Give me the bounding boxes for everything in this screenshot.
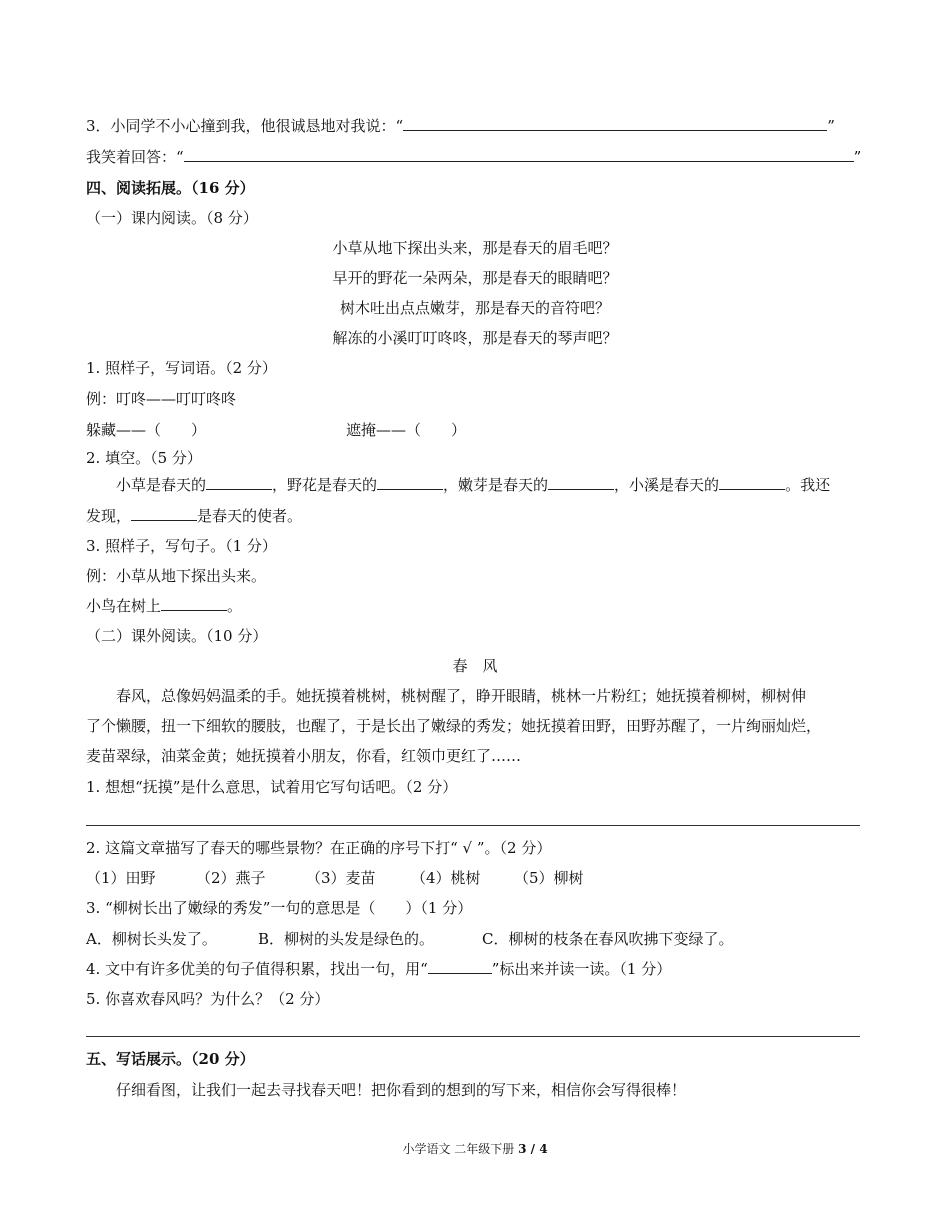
part1-question-3-item: 小鸟在树上 。 bbox=[86, 597, 243, 615]
fill-blank[interactable] bbox=[377, 475, 443, 490]
fill-blank[interactable] bbox=[131, 506, 197, 521]
poem-line: 早开的野花一朵两朵，那是春天的眼睛吧？ bbox=[332, 269, 618, 287]
choice-c[interactable]: C．柳树的枝条在春风吹拂下变绿了。 bbox=[482, 930, 734, 948]
question-3-line1: 3．小同学不小心撞到我，他很诚恳地对我说：“ ” bbox=[86, 117, 835, 135]
poem-line: 解冻的小溪叮叮咚咚，那是春天的琴声吧？ bbox=[332, 329, 618, 347]
fill-blank[interactable] bbox=[548, 475, 614, 490]
part1-question-2: 2. 填空。（5 分） bbox=[86, 449, 202, 467]
fill-blank[interactable] bbox=[161, 596, 227, 611]
part2-heading: （二）课外阅读。（10 分） bbox=[86, 627, 268, 645]
section5-prompt: 仔细看图，让我们一起去寻找春天吧！把你看到的想到的写下来，相信你会写得很棒！ bbox=[116, 1081, 687, 1099]
passage-title: 春 风 bbox=[452, 657, 498, 675]
choice-a[interactable]: A．柳树长头发了。 bbox=[86, 930, 217, 948]
option-item[interactable]: （2）燕子 bbox=[196, 869, 266, 887]
poem-line: 树木吐出点点嫩芽，那是春天的音符吧？ bbox=[339, 299, 610, 317]
part1-question-1-item-a[interactable]: 躲藏——（ ） bbox=[86, 421, 207, 439]
option-item[interactable]: （4）桃树 bbox=[411, 869, 481, 887]
part1-question-1-example: 例：叮咚——叮叮咚咚 bbox=[86, 390, 237, 408]
page-number: 3 / 4 bbox=[518, 1142, 548, 1156]
poem-line: 小草从地下探出头来，那是春天的眉毛吧？ bbox=[332, 239, 618, 257]
section4-heading: 四、阅读拓展。（16 分） bbox=[86, 179, 255, 197]
passage-line: 麦苗翠绿，油菜金黄；她抚摸着小朋友，你看，红领巾更红了…… bbox=[86, 747, 522, 765]
part2-question-2: 2. 这篇文章描写了春天的哪些景物？在正确的序号下打“ √ ”。（2 分） bbox=[86, 839, 552, 857]
option-item[interactable]: （3）麦苗 bbox=[306, 869, 376, 887]
part2-question-4: 4. 文中有许多优美的句子值得积累，找出一句，用“ ”标出来并读一读。（1 分） bbox=[86, 960, 672, 978]
part1-question-3: 3. 照样子，写句子。（1 分） bbox=[86, 537, 277, 555]
section5-heading: 五、写话展示。（20 分） bbox=[86, 1050, 255, 1068]
part2-question-3: 3. “柳树长出了嫩绿的秀发”一句的意思是（ ）（1 分） bbox=[86, 899, 473, 917]
part1-question-2-line1: 小草是春天的 ，野花是春天的 ，嫩芽是春天的 ，小溪是春天的 。我还 bbox=[116, 476, 831, 494]
answer-line[interactable] bbox=[86, 825, 860, 826]
part1-question-2-line2: 发现， 是春天的使者。 bbox=[86, 507, 303, 525]
answer-blank[interactable] bbox=[403, 116, 827, 131]
passage-line: 了个懒腰，扭一下细软的腰肢，也醒了，于是长出了嫩绿的秀发；她抚摸着田野，田野苏醒了，一片绚丽灿烂， bbox=[86, 717, 822, 735]
part2-question-1: 1. 想想“抚摸”是什么意思，试着用它写句话吧。（2 分） bbox=[86, 778, 458, 796]
question-3-line2: 我笑着回答：“ ” bbox=[86, 148, 862, 166]
fill-blank[interactable] bbox=[719, 475, 785, 490]
answer-line[interactable] bbox=[86, 1036, 860, 1037]
choice-b[interactable]: B．柳树的头发是绿色的。 bbox=[258, 930, 435, 948]
part1-question-3-example: 例：小草从地下探出头来。 bbox=[86, 567, 267, 585]
answer-blank[interactable] bbox=[184, 147, 854, 162]
fill-blank[interactable] bbox=[206, 475, 272, 490]
part1-question-1: 1. 照样子，写词语。（2 分） bbox=[86, 359, 277, 377]
option-item[interactable]: （1）田野 bbox=[86, 869, 156, 887]
part1-heading: （一）课内阅读。（8 分） bbox=[86, 209, 258, 227]
part1-question-1-item-b[interactable]: 遮掩——（ ） bbox=[346, 421, 467, 439]
option-item[interactable]: （5）柳树 bbox=[514, 869, 584, 887]
fill-blank[interactable] bbox=[428, 959, 492, 974]
part2-question-5: 5. 你喜欢春风吗？为什么？（2 分） bbox=[86, 990, 330, 1008]
page-footer: 小学语文 二年级下册 3 / 4 bbox=[402, 1142, 548, 1156]
passage-line: 春风，总像妈妈温柔的手。她抚摸着桃树，桃树醒了，睁开眼睛，桃林一片粉红；她抚摸着柳树，柳树伸 bbox=[116, 687, 807, 705]
